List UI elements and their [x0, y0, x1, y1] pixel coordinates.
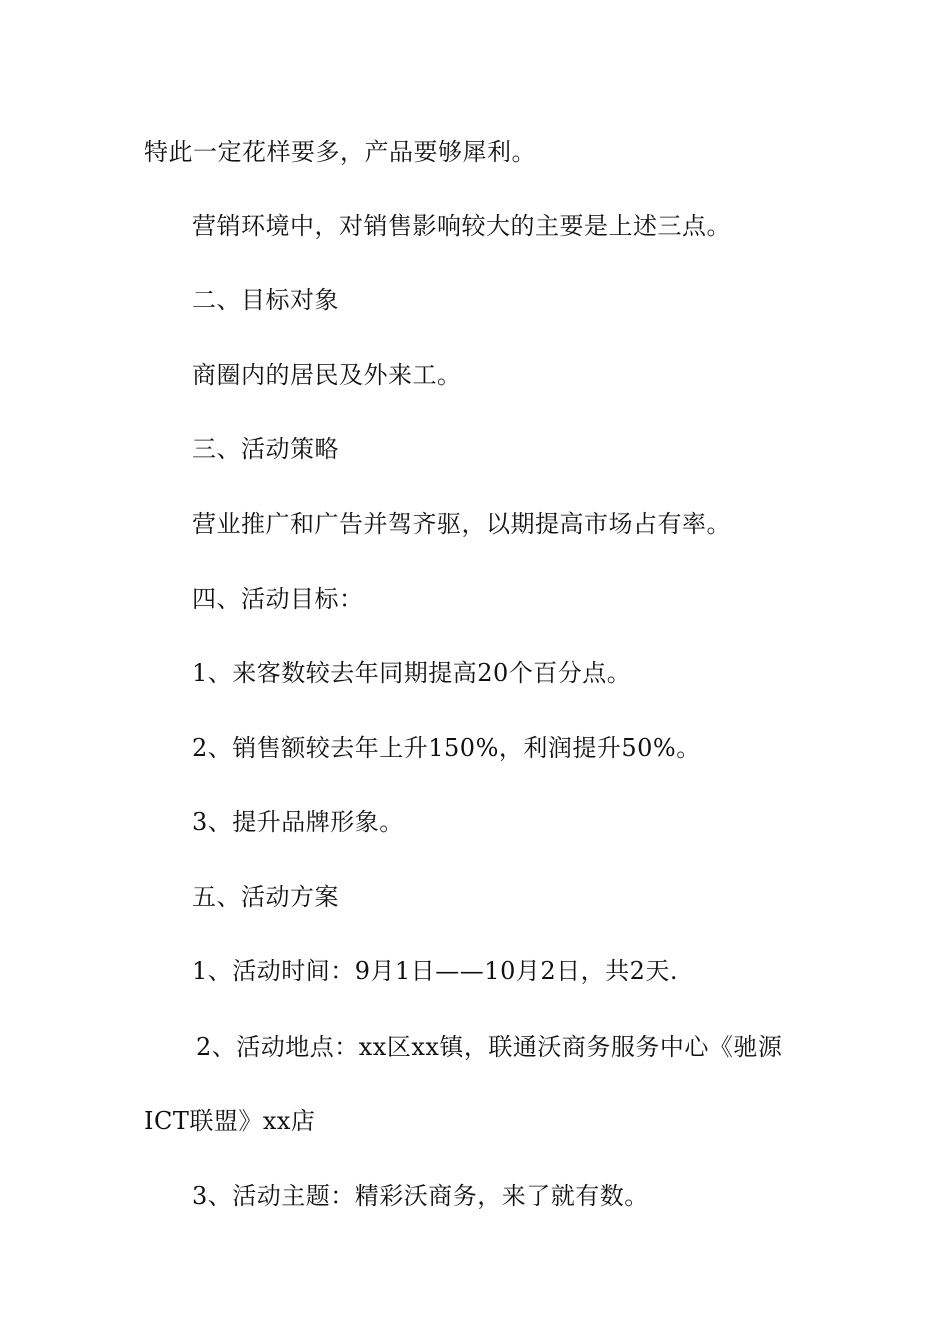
plan-item-location-continuation: ICT联盟》xx店 [144, 1107, 316, 1135]
heading-activity-plan: 五、活动方案 [192, 883, 339, 911]
paragraph-activity-strategy: 营业推广和广告并驾齐驱，以期提高市场占有率。 [192, 510, 731, 538]
plan-item-time: 1、活动时间：9月1日——10月2日，共2天. [192, 957, 679, 985]
heading-activity-strategy: 三、活动策略 [192, 435, 339, 463]
heading-target-audience: 二、目标对象 [192, 286, 339, 314]
goal-item-3: 3、提升品牌形象。 [192, 808, 404, 836]
plan-item-location: 2、活动地点：xx区xx镇，联通沃商务服务中心《驰源 [196, 1033, 783, 1061]
paragraph-continuation: 特此一定花样要多，产品要够犀利。 [144, 138, 536, 166]
heading-activity-goals: 四、活动目标： [192, 585, 364, 613]
plan-item-theme: 3、活动主题：精彩沃商务，来了就有数。 [192, 1182, 649, 1210]
goal-item-2: 2、销售额较去年上升150%，利润提升50%。 [192, 734, 701, 762]
paragraph-target-audience: 商圈内的居民及外来工。 [192, 361, 462, 389]
paragraph-marketing-environment: 营销环境中，对销售影响较大的主要是上述三点。 [192, 212, 731, 240]
goal-item-1: 1、来客数较去年同期提高20个百分点。 [192, 659, 632, 687]
